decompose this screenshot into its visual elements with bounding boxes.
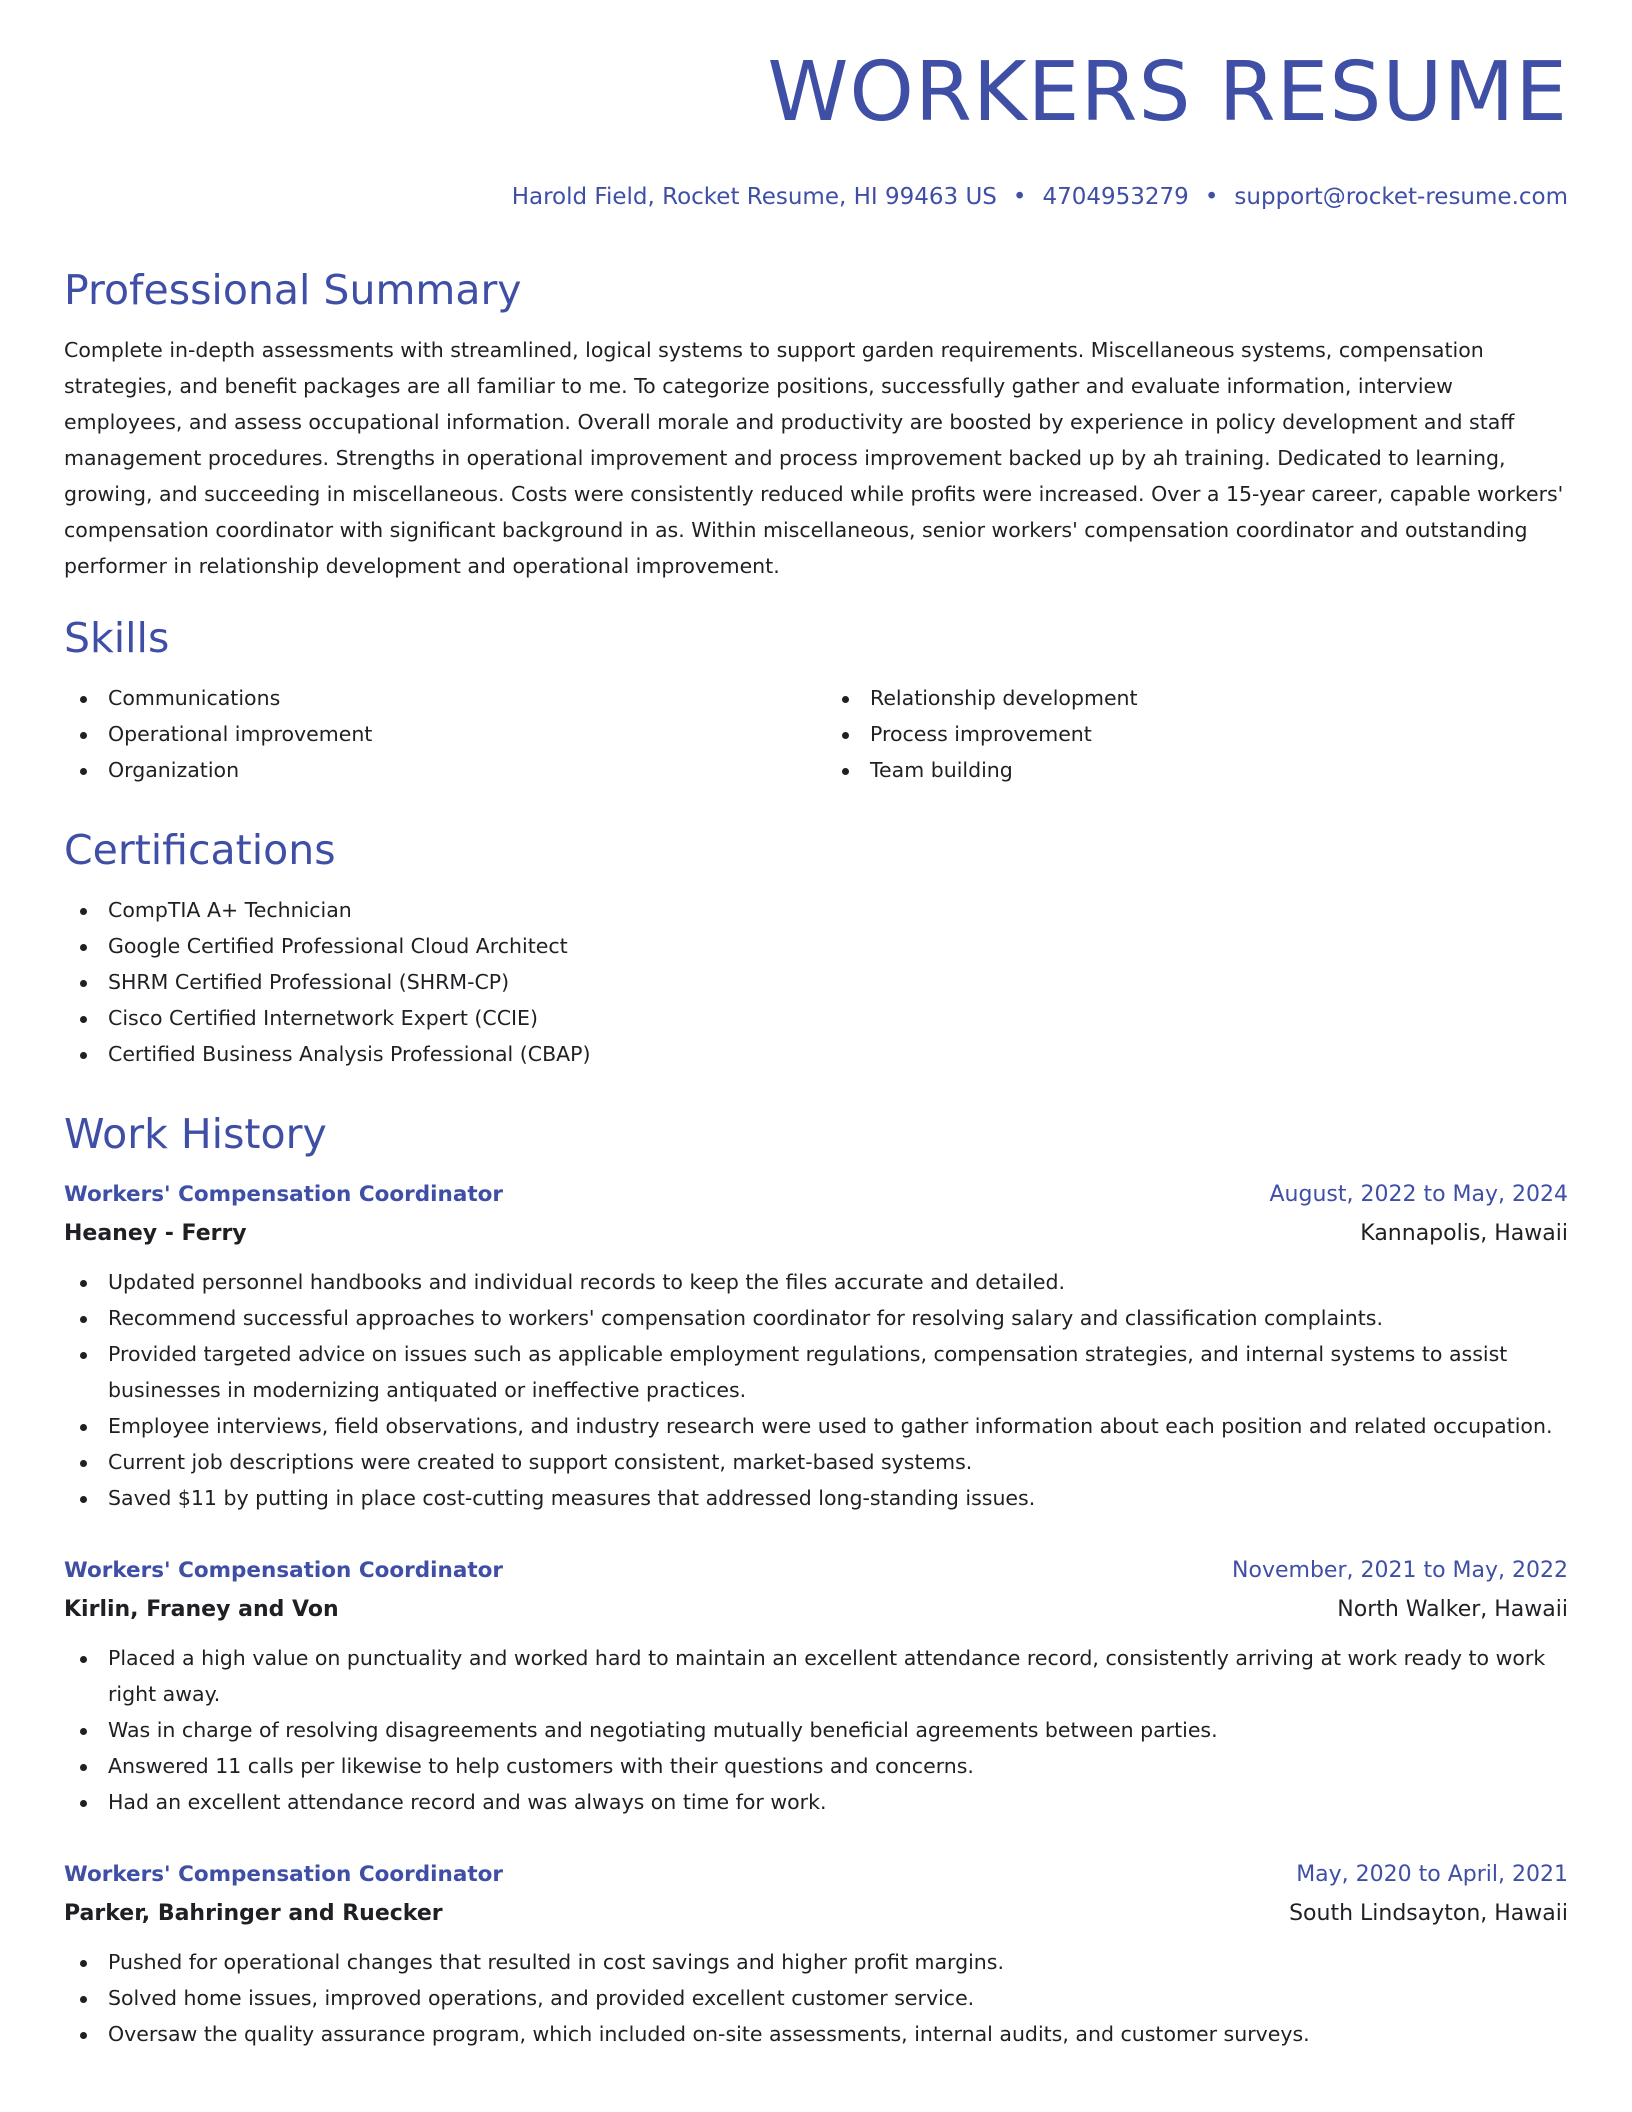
job-entry bbox=[64, 1552, 1568, 1820]
job-dates: November, 2021 to May, 2022 bbox=[1232, 1558, 1568, 1583]
work-history-section bbox=[64, 1106, 1568, 2052]
certification-item: CompTIA A+ Technician bbox=[64, 892, 1568, 928]
job-dates: August, 2022 to May, 2024 bbox=[1269, 1182, 1568, 1207]
job-location: North Walker, Hawaii bbox=[1337, 1597, 1568, 1622]
job-location: Kannapolis, Hawaii bbox=[1360, 1221, 1568, 1246]
job-bullet: Oversaw the quality assurance program, which included on-site assessments, internal audits, and customer surveys. bbox=[64, 2016, 1568, 2052]
skills-list-left bbox=[64, 680, 806, 788]
job-bullet: Was in charge of resolving disagreements and negotiating mutually beneficial agreements between parties. bbox=[64, 1712, 1568, 1748]
skill-item: Communications bbox=[64, 680, 806, 716]
summary-text: Complete in-depth assessments with streamlined, logical systems to support garden requirements. Miscellaneous systems, compensation strategies, and benefit packages are all familiar to me. To categorize positions, successfully gather and evaluate information, interview employees, and assess occupational information. Overall morale and productivity are boosted by experience in policy development and staff management procedures. Strengths in operational improvement and process improvement backed up by ah training. Dedicated to learning, growing, and succeeding in miscellaneous. Costs were consistently reduced while profits were increased. Over a 15-year career, capable workers' compensation coordinator with significant background in as. Within miscellaneous, senior workers' compensation coordinator and outstanding performer in relationship development and operational improvement. bbox=[64, 338, 1564, 578]
resume-title: WORKERS RESUME bbox=[767, 45, 1568, 140]
work-history-heading: Work History bbox=[64, 1110, 327, 1158]
job-title-row bbox=[64, 1856, 1568, 1894]
job-title: Workers' Compensation Coordinator bbox=[64, 1558, 503, 1583]
job-company: Heaney - Ferry bbox=[64, 1221, 247, 1246]
job-bullet: Recommend successful approaches to workers' compensation coordinator for resolving salary and classification complaints. bbox=[64, 1300, 1568, 1336]
skill-item: Operational improvement bbox=[64, 716, 806, 752]
job-bullet: Saved $11 by putting in place cost-cutting measures that addressed long-standing issues. bbox=[64, 1480, 1568, 1516]
job-bullet: Answered 11 calls per likewise to help customers with their questions and concerns. bbox=[64, 1748, 1568, 1784]
job-title: Workers' Compensation Coordinator bbox=[64, 1182, 503, 1207]
job-entry bbox=[64, 1856, 1568, 2052]
job-company: Parker, Bahringer and Ruecker bbox=[64, 1901, 443, 1926]
skill-item: Team building bbox=[826, 752, 1568, 788]
job-company: Kirlin, Franey and Von bbox=[64, 1597, 339, 1622]
job-company-row bbox=[64, 1214, 1568, 1254]
job-bullet: Solved home issues, improved operations, and provided excellent customer service. bbox=[64, 1980, 1568, 2016]
certification-item: Google Certified Professional Cloud Architect bbox=[64, 928, 1568, 964]
certification-item: SHRM Certified Professional (SHRM-CP) bbox=[64, 964, 1568, 1000]
certifications-section bbox=[64, 822, 1568, 1072]
certifications-heading: Certifications bbox=[64, 826, 336, 874]
contact-phone: 4704953279 bbox=[1042, 184, 1189, 210]
certification-item: Cisco Certified Internetwork Expert (CCIE) bbox=[64, 1000, 1568, 1036]
skill-item: Process improvement bbox=[826, 716, 1568, 752]
job-bullets bbox=[64, 1944, 1568, 2052]
job-bullet: Current job descriptions were created to support consistent, market-based systems. bbox=[64, 1444, 1568, 1480]
skill-item: Relationship development bbox=[826, 680, 1568, 716]
resume-content bbox=[64, 262, 1568, 2088]
job-entry bbox=[64, 1176, 1568, 1516]
job-company-row bbox=[64, 1590, 1568, 1630]
job-title-row bbox=[64, 1552, 1568, 1590]
job-bullet: Provided targeted advice on issues such as applicable employment regulations, compensation strategies, and internal systems to assist businesses in modernizing antiquated or ineffective practices. bbox=[64, 1336, 1568, 1408]
job-location: South Lindsayton, Hawaii bbox=[1289, 1901, 1568, 1926]
skills-list-right bbox=[826, 680, 1568, 788]
summary-section bbox=[64, 262, 1568, 584]
job-bullet: Pushed for operational changes that resulted in cost savings and higher profit margins. bbox=[64, 1944, 1568, 1980]
skills-section bbox=[64, 610, 1568, 788]
contact-separator: • bbox=[1012, 184, 1027, 210]
contact-address: Harold Field, Rocket Resume, HI 99463 US bbox=[511, 184, 997, 210]
job-bullet: Placed a high value on punctuality and worked hard to maintain an excellent attendance record, consistently arriving at work ready to work right away. bbox=[64, 1640, 1568, 1712]
job-bullet: Updated personnel handbooks and individual records to keep the files accurate and detailed. bbox=[64, 1264, 1568, 1300]
job-dates: May, 2020 to April, 2021 bbox=[1296, 1862, 1568, 1887]
contact-email: support@rocket-resume.com bbox=[1234, 184, 1568, 210]
job-title-row bbox=[64, 1176, 1568, 1214]
skill-item: Organization bbox=[64, 752, 806, 788]
contact-line bbox=[512, 184, 1568, 210]
skills-heading: Skills bbox=[64, 614, 170, 662]
job-bullets bbox=[64, 1264, 1568, 1516]
job-company-row bbox=[64, 1894, 1568, 1934]
job-bullet: Employee interviews, field observations, and industry research were used to gather information about each position and related occupation. bbox=[64, 1408, 1568, 1444]
contact-separator: • bbox=[1204, 184, 1219, 210]
certification-item: Certified Business Analysis Professional (CBAP) bbox=[64, 1036, 1568, 1072]
job-bullets bbox=[64, 1640, 1568, 1820]
job-title: Workers' Compensation Coordinator bbox=[64, 1862, 503, 1887]
skills-grid bbox=[64, 680, 1568, 788]
summary-heading: Professional Summary bbox=[64, 266, 522, 314]
job-bullet: Had an excellent attendance record and was always on time for work. bbox=[64, 1784, 1568, 1820]
certifications-list bbox=[64, 892, 1568, 1072]
